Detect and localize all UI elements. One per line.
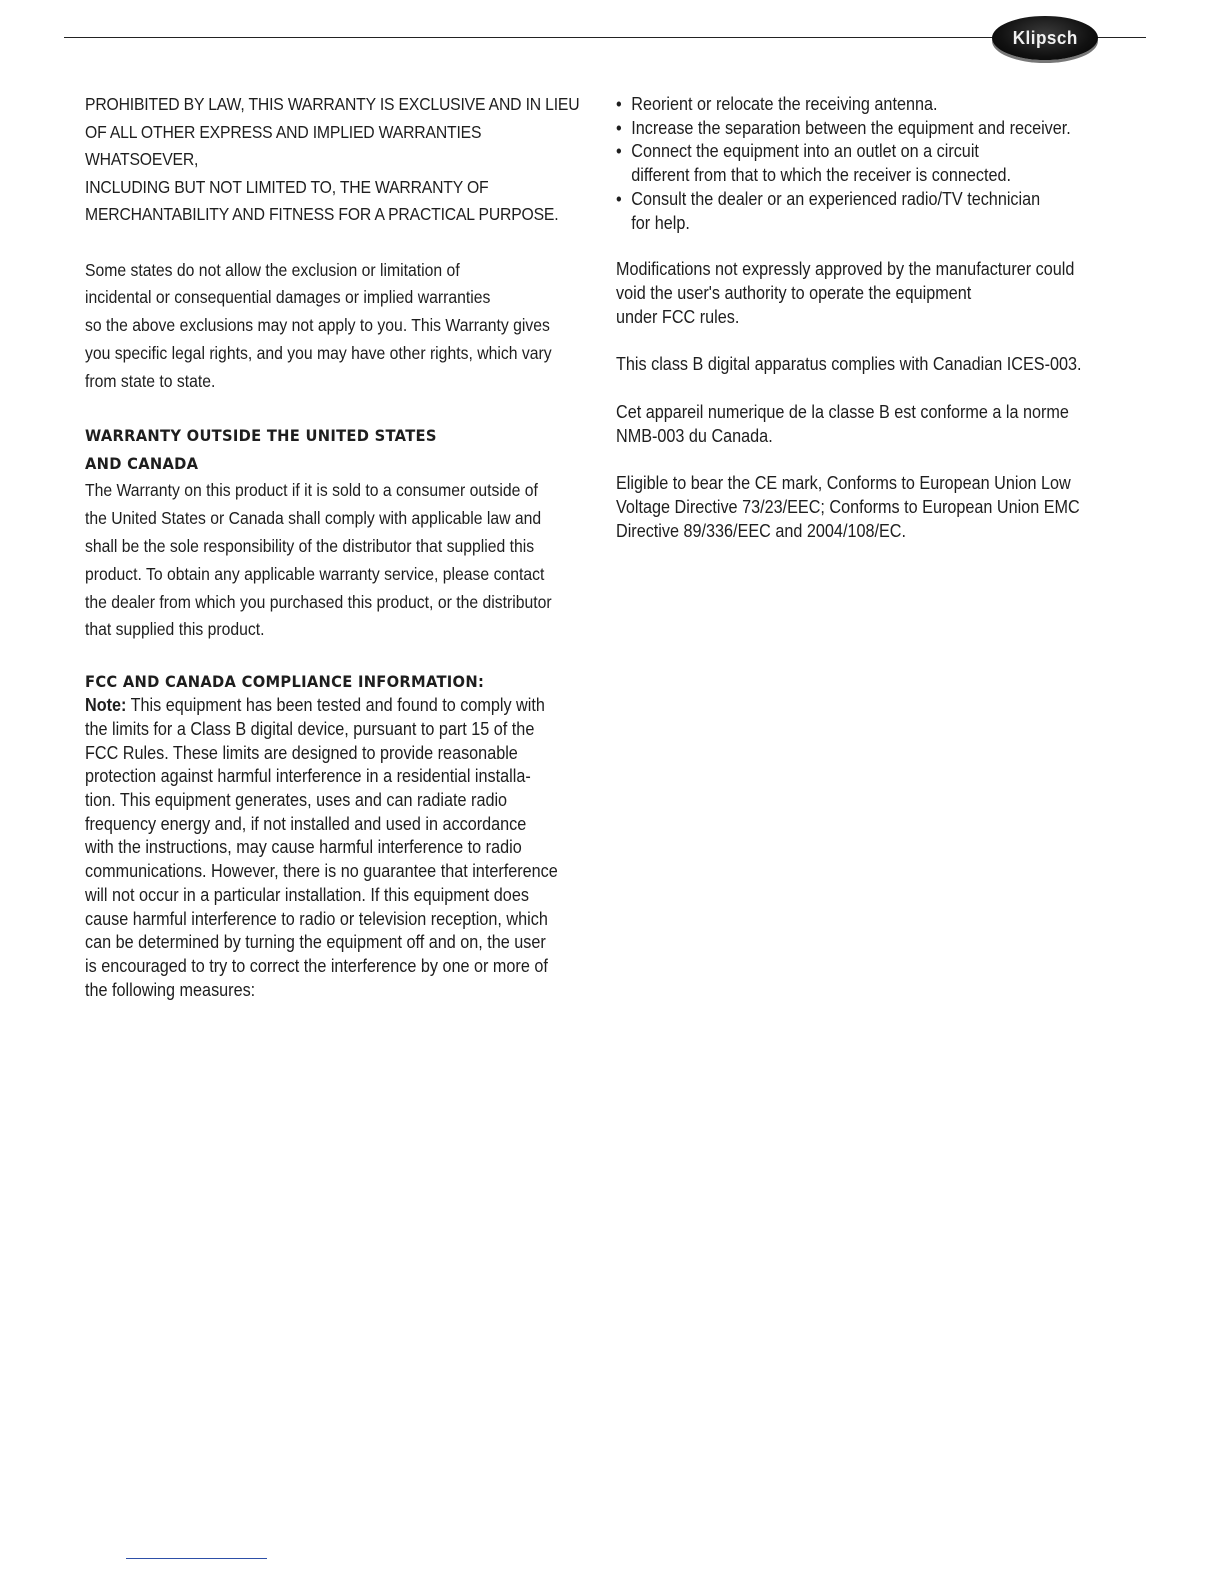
text-line: the following measures: bbox=[85, 979, 256, 1000]
note-label: Note: bbox=[85, 695, 127, 716]
text-line: Eligible to bear the CE mark, Conforms to European Union Low bbox=[616, 473, 1071, 494]
outside-us-paragraph bbox=[85, 477, 585, 644]
fcc-heading: FCC AND CANADA COMPLIANCE INFORMATION: bbox=[85, 672, 485, 692]
list-item bbox=[616, 140, 1116, 187]
text-line: the limits for a Class B digital device, pursuant to part 15 of the bbox=[85, 718, 535, 739]
note-text: This equipment has been tested and found to comply with bbox=[126, 695, 545, 716]
text-line: is encouraged to try to correct the interference by one or more of bbox=[85, 956, 548, 976]
list-item bbox=[616, 188, 1116, 235]
text-line: will not occur in a particular installation. If this equipment does bbox=[85, 884, 529, 905]
text-line: under FCC rules. bbox=[616, 306, 740, 327]
nmb-compliance bbox=[616, 401, 1116, 448]
text-line bbox=[85, 694, 585, 718]
text-line: tion. This equipment generates, uses and can radiate radio bbox=[85, 790, 508, 811]
text-line: the dealer from which you purchased this product, or the distributor bbox=[85, 591, 552, 612]
text-line: • Increase the separation between the equipment and receiver. bbox=[631, 117, 1071, 138]
text-line: OF ALL OTHER EXPRESS AND IMPLIED WARRANTIES WHATSOEVER, bbox=[85, 121, 482, 169]
text-line: void the user's authority to operate the equipment bbox=[616, 282, 972, 303]
interference-measures-list bbox=[616, 93, 1116, 235]
text-line: product. To obtain any applicable warranty service, please contact bbox=[85, 563, 545, 584]
text-line: • Consult the dealer or an experienced radio/TV technician bbox=[631, 188, 1041, 209]
text-line: PROHIBITED BY LAW, THIS WARRANTY IS EXCLUSIVE AND IN LIEU bbox=[85, 94, 580, 114]
list-item bbox=[616, 117, 1116, 141]
text-line: protection against harmful interference in a residential installa- bbox=[85, 766, 531, 787]
ce-compliance bbox=[616, 472, 1116, 543]
list-item bbox=[616, 93, 1116, 117]
text-line: for help. bbox=[631, 212, 690, 233]
modifications-paragraph bbox=[616, 258, 1116, 329]
text-line: the United States or Canada shall comply with applicable law and bbox=[85, 508, 542, 529]
text-line: Some states do not allow the exclusion or limitation of bbox=[85, 259, 460, 280]
left-column bbox=[85, 90, 590, 1002]
text-line: INCLUDING BUT NOT LIMITED TO, THE WARRANTY OF bbox=[85, 176, 489, 197]
text-line: that supplied this product. bbox=[85, 619, 265, 640]
text-line: Cet appareil numerique de la classe B est conforme a la norme bbox=[616, 402, 1069, 423]
logo-text: Klipsch bbox=[1012, 27, 1078, 48]
text-line: FCC Rules. These limits are designed to provide reasonable bbox=[85, 742, 518, 763]
text-line: MERCHANTABILITY AND FITNESS FOR A PRACTICAL PURPOSE. bbox=[85, 204, 559, 224]
text-line: from state to state. bbox=[85, 370, 216, 391]
text-line: • Reorient or relocate the receiving antenna. bbox=[631, 94, 938, 114]
fcc-paragraph bbox=[85, 694, 585, 1002]
text-line: different from that to which the receiver is connected. bbox=[631, 165, 1012, 186]
klipsch-logo bbox=[992, 16, 1098, 60]
footer-rule bbox=[126, 1558, 267, 1559]
text-line: Modifications not expressly approved by the manufacturer could bbox=[616, 259, 1075, 280]
text-line: This class B digital apparatus complies with Canadian ICES-003. bbox=[616, 354, 1082, 375]
text-line: • Connect the equipment into an outlet on a circuit bbox=[631, 141, 979, 162]
text-line: can be determined by turning the equipment off and on, the user bbox=[85, 932, 546, 953]
states-paragraph bbox=[85, 257, 585, 396]
heading-line: AND CANADA bbox=[85, 453, 199, 473]
text-line: Voltage Directive 73/23/EEC; Conforms to European Union EMC bbox=[616, 497, 1080, 518]
warranty-disclaimer bbox=[85, 91, 585, 229]
text-line: NMB-003 du Canada. bbox=[616, 425, 773, 446]
text-line: frequency energy and, if not installed and used in accordance bbox=[85, 813, 527, 834]
text-line: Directive 89/336/EEC and 2004/108/EC. bbox=[616, 520, 906, 541]
header-rule bbox=[64, 37, 1146, 38]
text-line: shall be the sole responsibility of the distributor that supplied this bbox=[85, 536, 535, 557]
text-line: so the above exclusions may not apply to you. This Warranty gives bbox=[85, 315, 550, 336]
heading-line: WARRANTY OUTSIDE THE UNITED STATES bbox=[85, 426, 437, 446]
outside-us-heading bbox=[85, 422, 590, 477]
text-line: you specific legal rights, and you may have other rights, which vary bbox=[85, 342, 552, 363]
text-line: with the instructions, may cause harmful interference to radio bbox=[85, 837, 522, 858]
right-column bbox=[616, 93, 1116, 544]
ices-compliance bbox=[616, 353, 1116, 377]
text-line: incidental or consequential damages or implied warranties bbox=[85, 287, 491, 308]
text-line: The Warranty on this product if it is sold to a consumer outside of bbox=[85, 480, 538, 501]
text-line: cause harmful interference to radio or television reception, which bbox=[85, 908, 548, 929]
text-line: communications. However, there is no guarantee that interference bbox=[85, 861, 558, 882]
